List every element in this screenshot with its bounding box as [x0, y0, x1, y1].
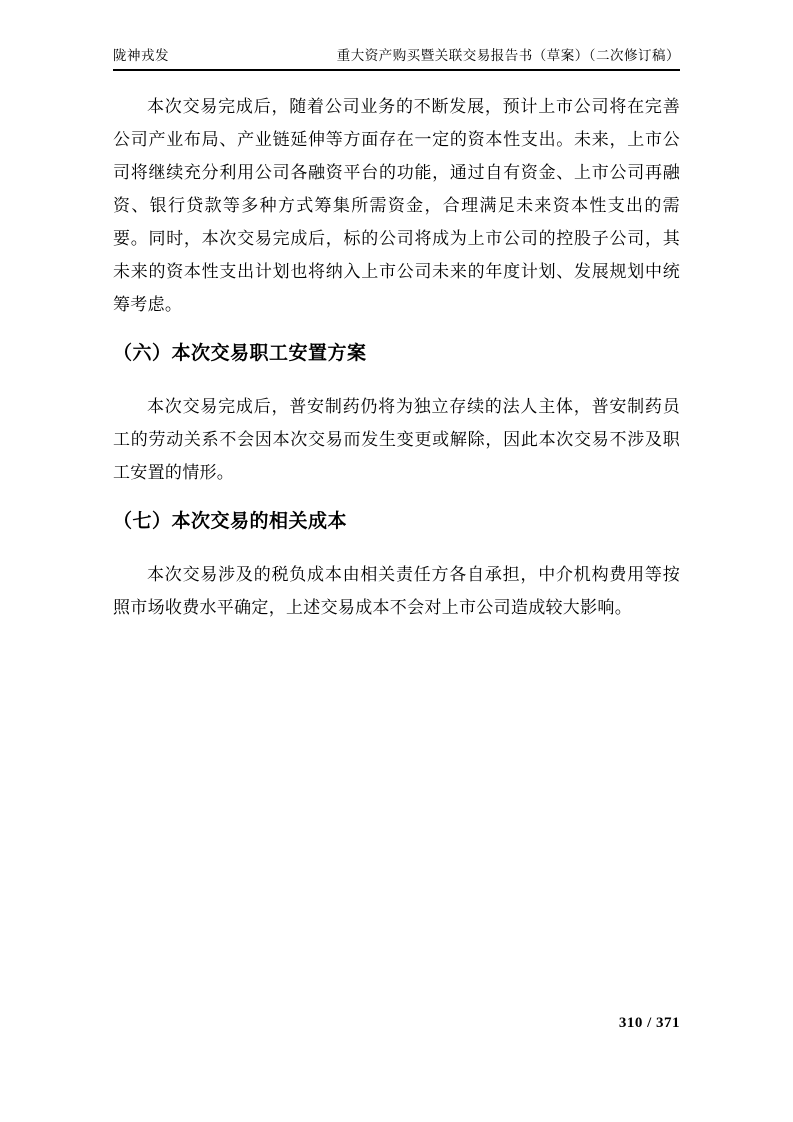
document-content: [113, 90, 680, 624]
section-six-paragraph: 本次交易完成后，普安制药仍将为独立存续的法人主体，普安制药员工的劳动关系不会因本次交易而发生变更或解除，因此本次交易不涉及职工安置的情形。: [113, 397, 680, 482]
page-header: [113, 0, 680, 71]
header-company-name: 陇神戎发: [113, 48, 169, 63]
section-heading-six: （六）本次交易职工安置方案: [113, 343, 367, 364]
section-seven-paragraph: 本次交易涉及的税负成本由相关责任方各自承担，中介机构费用等按照市场收费水平确定，上述交易成本不会对上市公司造成较大影响。: [113, 565, 680, 617]
section-heading-seven: （七）本次交易的相关成本: [113, 511, 348, 532]
page-number: 310 / 371: [618, 1015, 680, 1031]
header-report-title: 重大资产购买暨关联交易报告书（草案）（二次修订稿）: [336, 48, 680, 63]
page-footer: [619, 1014, 680, 1032]
intro-paragraph: 本次交易完成后，随着公司业务的不断发展，预计上市公司将在完善公司产业布局、产业链延伸等方面存在一定的资本性支出。未来，上市公司将继续充分利用公司各融资平台的功能，通过自有资金、上市公司再融资、银行贷款等多种方式筹集所需资金，合理满足未来资本性支出的需要。同时，本次交易完成后，标的公司将成为上市公司的控股子公司，其未来的资本性支出计划也将纳入上市公司未来的年度计划、发展规划中统筹考虑。: [113, 97, 680, 314]
